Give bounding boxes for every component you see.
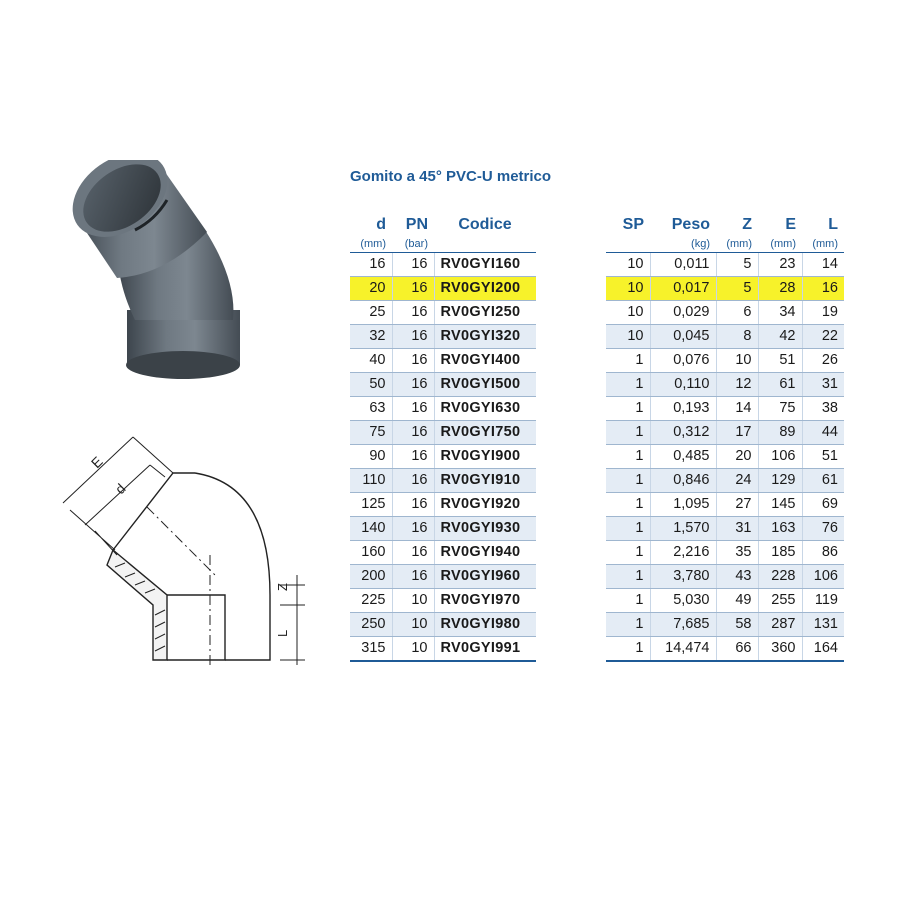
table-cell: 1 (606, 445, 650, 469)
table-cell: 119 (802, 589, 844, 613)
table-cell: 164 (802, 637, 844, 662)
table-cell: 32 (350, 325, 392, 349)
table-row (350, 253, 536, 277)
table-row (350, 493, 536, 517)
table-row (606, 445, 844, 469)
table-cell: 1,095 (650, 493, 716, 517)
table-cell: RV0GYI320 (434, 325, 536, 349)
table-cell: 16 (392, 325, 434, 349)
table-cell: 16 (392, 445, 434, 469)
table-cell: 2,216 (650, 541, 716, 565)
unit-d: (mm) (350, 236, 392, 253)
table-cell: RV0GYI910 (434, 469, 536, 493)
table-cell: 255 (758, 589, 802, 613)
table-cell: 1 (606, 517, 650, 541)
table-cell: 163 (758, 517, 802, 541)
table-cell: 3,780 (650, 565, 716, 589)
table-cell: 1 (606, 421, 650, 445)
table-cell: RV0GYI250 (434, 301, 536, 325)
table-row (606, 325, 844, 349)
table-cell: RV0GYI630 (434, 397, 536, 421)
table-cell: 22 (802, 325, 844, 349)
table-cell: 0,029 (650, 301, 716, 325)
column-header-pn: PN (405, 216, 428, 233)
table-row (350, 565, 536, 589)
table-cell: 20 (350, 277, 392, 301)
table-cell: 16 (392, 301, 434, 325)
table-cell: 10 (392, 637, 434, 662)
table-cell: 125 (350, 493, 392, 517)
table-row (350, 541, 536, 565)
drawing-label-l: L (275, 629, 290, 637)
table-cell: 1 (606, 565, 650, 589)
table-cell: 10 (392, 589, 434, 613)
column-header-codice: Codice (458, 216, 512, 233)
unit-pn: (bar) (392, 236, 434, 253)
table-cell: 43 (716, 565, 758, 589)
table-cell: 10 (606, 325, 650, 349)
column-header-e: E (785, 216, 796, 233)
table-cell: 1 (606, 541, 650, 565)
table-cell: 76 (802, 517, 844, 541)
table-cell: 0,846 (650, 469, 716, 493)
table-row (350, 469, 536, 493)
drawing-label-e: E (87, 453, 106, 472)
table-cell: 7,685 (650, 613, 716, 637)
table-row (606, 277, 844, 301)
drawing-label-d: d (111, 480, 129, 498)
table-cell: 69 (802, 493, 844, 517)
table-row (606, 301, 844, 325)
elbow-product-photo (55, 160, 285, 400)
table-cell: 8 (716, 325, 758, 349)
table-cell: 10 (392, 613, 434, 637)
table-cell: 35 (716, 541, 758, 565)
table-cell: 63 (350, 397, 392, 421)
table-cell: RV0GYI400 (434, 349, 536, 373)
page-title: Gomito a 45° PVC-U metrico (350, 168, 552, 185)
table-cell: 0,110 (650, 373, 716, 397)
table-cell: 44 (802, 421, 844, 445)
table-cell: 31 (802, 373, 844, 397)
table-row (606, 349, 844, 373)
table-cell: 12 (716, 373, 758, 397)
table-cell: 16 (392, 517, 434, 541)
table-cell: 287 (758, 613, 802, 637)
table-cell: 17 (716, 421, 758, 445)
table-cell: 0,076 (650, 349, 716, 373)
table-cell: 140 (350, 517, 392, 541)
table-cell: 16 (392, 469, 434, 493)
table-cell: RV0GYI500 (434, 373, 536, 397)
table-cell: 14 (716, 397, 758, 421)
drawing-label-z: Z (275, 583, 290, 591)
table-cell: RV0GYI920 (434, 493, 536, 517)
table-cell: 10 (606, 277, 650, 301)
table-cell: RV0GYI900 (434, 445, 536, 469)
table-cell: 0,017 (650, 277, 716, 301)
table-row (606, 613, 844, 637)
table-cell: 16 (392, 541, 434, 565)
table-cell: 1 (606, 349, 650, 373)
table-cell: 19 (802, 301, 844, 325)
table-cell: RV0GYI980 (434, 613, 536, 637)
table-cell: 0,011 (650, 253, 716, 277)
table-cell: 185 (758, 541, 802, 565)
table-cell: 31 (716, 517, 758, 541)
table-cell: 1,570 (650, 517, 716, 541)
table-cell: 1 (606, 637, 650, 662)
table-cell: 51 (758, 349, 802, 373)
table-cell: 16 (802, 277, 844, 301)
table-cell: 14 (802, 253, 844, 277)
table-cell: RV0GYI200 (434, 277, 536, 301)
unit-peso: (kg) (650, 236, 716, 253)
table-cell: 129 (758, 469, 802, 493)
table-cell: 27 (716, 493, 758, 517)
table-cell: 86 (802, 541, 844, 565)
unit-l: (mm) (802, 236, 844, 253)
table-row (350, 517, 536, 541)
table-row (606, 469, 844, 493)
table-cell: RV0GYI750 (434, 421, 536, 445)
unit-sp (606, 236, 650, 253)
table-cell: 10 (606, 301, 650, 325)
table-cell: 61 (802, 469, 844, 493)
table-cell: 5,030 (650, 589, 716, 613)
table-cell: 250 (350, 613, 392, 637)
table-cell: RV0GYI930 (434, 517, 536, 541)
table-cell: 34 (758, 301, 802, 325)
table-cell: 5 (716, 277, 758, 301)
table-row (350, 325, 536, 349)
table-cell: 10 (716, 349, 758, 373)
table-cell: 14,474 (650, 637, 716, 662)
table-cell: 0,485 (650, 445, 716, 469)
table-row (606, 541, 844, 565)
table-cell: 50 (350, 373, 392, 397)
table-cell: 6 (716, 301, 758, 325)
table-row (350, 613, 536, 637)
table-cell: 16 (350, 253, 392, 277)
table-cell: 1 (606, 373, 650, 397)
table-row (350, 277, 536, 301)
table-cell: 51 (802, 445, 844, 469)
column-header-d: d (376, 216, 386, 233)
table-cell: 1 (606, 397, 650, 421)
table-row (606, 589, 844, 613)
table-cell: 16 (392, 397, 434, 421)
unit-z: (mm) (716, 236, 758, 253)
table-cell: 38 (802, 397, 844, 421)
table-cell: 16 (392, 373, 434, 397)
table-cell: 0,193 (650, 397, 716, 421)
table-cell: 16 (392, 493, 434, 517)
table-cell: 110 (350, 469, 392, 493)
table-cell: 90 (350, 445, 392, 469)
table-cell: 106 (758, 445, 802, 469)
table-cell: 75 (758, 397, 802, 421)
table-cell: 1 (606, 613, 650, 637)
table-row (606, 421, 844, 445)
table-row (606, 637, 844, 662)
table-row (350, 445, 536, 469)
table-cell: 16 (392, 349, 434, 373)
table-cell: 20 (716, 445, 758, 469)
table-row (350, 421, 536, 445)
table-row (350, 589, 536, 613)
dimensions-table (606, 214, 844, 662)
table-cell: 0,045 (650, 325, 716, 349)
table-cell: 16 (392, 421, 434, 445)
table-cell: 42 (758, 325, 802, 349)
unit-codice (434, 236, 536, 253)
table-row (606, 397, 844, 421)
table-cell: 24 (716, 469, 758, 493)
table-cell: RV0GYI940 (434, 541, 536, 565)
column-header-peso: Peso (671, 216, 710, 233)
table-cell: 106 (802, 565, 844, 589)
table-cell: 49 (716, 589, 758, 613)
column-header-l: L (828, 216, 838, 233)
table-cell: 200 (350, 565, 392, 589)
table-cell: 28 (758, 277, 802, 301)
table-cell: 225 (350, 589, 392, 613)
table-cell: 1 (606, 493, 650, 517)
table-cell: RV0GYI160 (434, 253, 536, 277)
column-header-sp: SP (622, 216, 644, 233)
table-cell: 160 (350, 541, 392, 565)
table-cell: 61 (758, 373, 802, 397)
table-row (606, 253, 844, 277)
table-cell: RV0GYI960 (434, 565, 536, 589)
table-cell: RV0GYI970 (434, 589, 536, 613)
table-cell: 1 (606, 589, 650, 613)
table-cell: 16 (392, 277, 434, 301)
table-cell: 23 (758, 253, 802, 277)
table-cell: 360 (758, 637, 802, 662)
table-cell: 10 (606, 253, 650, 277)
table-row (350, 637, 536, 662)
elbow-technical-drawing (55, 415, 320, 685)
table-cell: 131 (802, 613, 844, 637)
table-cell: 1 (606, 469, 650, 493)
unit-e: (mm) (758, 236, 802, 253)
table-cell: 25 (350, 301, 392, 325)
code-table (350, 214, 536, 662)
table-row (606, 493, 844, 517)
table-cell: 58 (716, 613, 758, 637)
table-row (350, 349, 536, 373)
table-row (350, 397, 536, 421)
table-cell: 66 (716, 637, 758, 662)
table-row (606, 517, 844, 541)
table-cell: 16 (392, 253, 434, 277)
table-cell: 26 (802, 349, 844, 373)
table-row (350, 301, 536, 325)
table-cell: 228 (758, 565, 802, 589)
table-cell: 145 (758, 493, 802, 517)
table-cell: 75 (350, 421, 392, 445)
table-row (350, 373, 536, 397)
table-row (606, 565, 844, 589)
table-cell: RV0GYI991 (434, 637, 536, 662)
table-cell: 315 (350, 637, 392, 662)
table-cell: 40 (350, 349, 392, 373)
table-row (606, 373, 844, 397)
table-cell: 0,312 (650, 421, 716, 445)
table-cell: 5 (716, 253, 758, 277)
column-header-z: Z (742, 216, 752, 233)
table-cell: 16 (392, 565, 434, 589)
table-cell: 89 (758, 421, 802, 445)
